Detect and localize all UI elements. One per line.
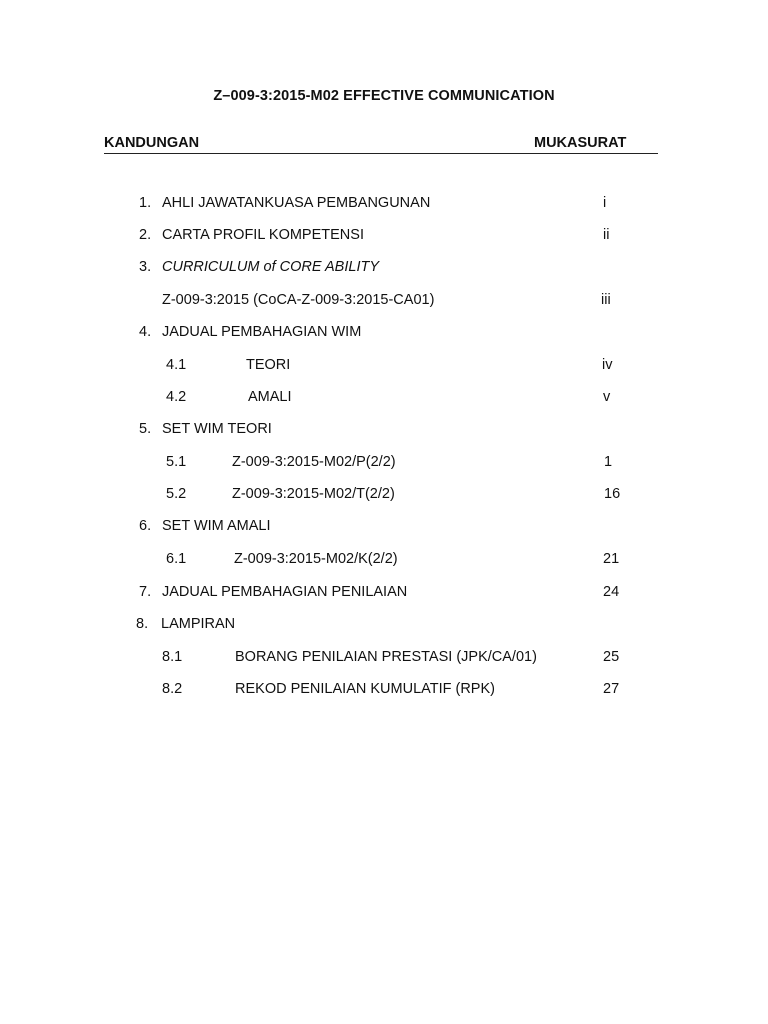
toc-header-left: KANDUNGAN	[104, 135, 200, 151]
toc-item-page: v	[603, 389, 611, 405]
toc-item-text: Z-009-3:2015 (CoCA-Z-009-3:2015-CA01)	[162, 292, 435, 308]
toc-item-text: JADUAL PEMBAHAGIAN PENILAIAN	[162, 584, 408, 600]
toc-item-page: iv	[602, 357, 613, 373]
toc-subitem-text: REKOD PENILAIAN KUMULATIF (RPK)	[235, 681, 495, 697]
toc-subitem-number: 5.2	[166, 486, 187, 502]
toc-subitem-8-1	[0, 648, 768, 666]
toc-subitem-text: Z-009-3:2015-M02/T(2/2)	[232, 486, 395, 502]
toc-item-number: 1.	[139, 195, 152, 211]
toc-item-text: SET WIM TEORI	[162, 421, 272, 437]
toc-header-right: MUKASURAT	[534, 135, 627, 151]
toc-item-page: 24	[603, 584, 620, 600]
toc-item-4	[0, 323, 768, 341]
toc-item-1	[0, 194, 768, 212]
toc-item-text: LAMPIRAN	[161, 616, 236, 632]
toc-item-page: i	[603, 195, 607, 211]
toc-item-number: 5.	[139, 421, 152, 437]
toc-item-text: CARTA PROFIL KOMPETENSI	[162, 227, 364, 243]
toc-item-7	[0, 583, 768, 601]
toc-subitem-text: Z-009-3:2015-M02/P(2/2)	[232, 454, 396, 470]
toc-subitem-4-2	[0, 388, 768, 406]
toc-item-page: 27	[603, 681, 620, 697]
toc-subitem-5-1	[0, 453, 768, 471]
toc-item-page: 16	[604, 486, 621, 502]
toc-item-number: 6.	[139, 518, 152, 534]
toc-header	[104, 135, 658, 154]
toc-subitem-4-1	[0, 356, 768, 374]
toc-subitem-8-2	[0, 680, 768, 698]
toc-subitem-text: AMALI	[248, 389, 292, 405]
toc-subitem-number: 6.1	[166, 551, 187, 567]
toc-item-page: 1	[604, 454, 613, 470]
toc-subitem-number: 4.2	[166, 389, 187, 405]
toc-item-page: ii	[603, 227, 610, 243]
toc-item-number: 8.	[136, 616, 149, 632]
toc-item-2	[0, 226, 768, 244]
toc-item-number: 4.	[139, 324, 152, 340]
toc-subitem-5-2	[0, 485, 768, 503]
toc-item-6	[0, 517, 768, 535]
toc-item-3	[0, 258, 768, 276]
toc-item-text: CURRICULUM of CORE ABILITY	[162, 259, 379, 275]
toc-subitem-text: BORANG PENILAIAN PRESTASI (JPK/CA/01)	[235, 649, 537, 665]
toc-item-3-continuation	[0, 291, 768, 309]
toc-subitem-number: 8.1	[162, 649, 183, 665]
toc-subitem-number: 4.1	[166, 357, 187, 373]
toc-item-page: 25	[603, 649, 620, 665]
toc-subitem-number: 5.1	[166, 454, 187, 470]
toc-subitem-text: Z-009-3:2015-M02/K(2/2)	[234, 551, 398, 567]
toc-item-text: JADUAL PEMBAHAGIAN WIM	[162, 324, 362, 340]
page-title: Z–009-3:2015-M02 EFFECTIVE COMMUNICATION	[213, 88, 555, 104]
toc-item-number: 3.	[139, 259, 152, 275]
toc-subitem-text: TEORI	[246, 357, 291, 373]
toc-item-number: 2.	[139, 227, 152, 243]
toc-subitem-number: 8.2	[162, 681, 183, 697]
toc-subitem-6-1	[0, 550, 768, 568]
toc-item-page: iii	[601, 292, 611, 308]
toc-item-5	[0, 420, 768, 438]
toc-item-number: 7.	[139, 584, 152, 600]
toc-item-text: AHLI JAWATANKUASA PEMBANGUNAN	[162, 195, 431, 211]
toc-item-8	[0, 615, 768, 633]
toc-item-page: 21	[603, 551, 620, 567]
toc-item-text: SET WIM AMALI	[162, 518, 271, 534]
